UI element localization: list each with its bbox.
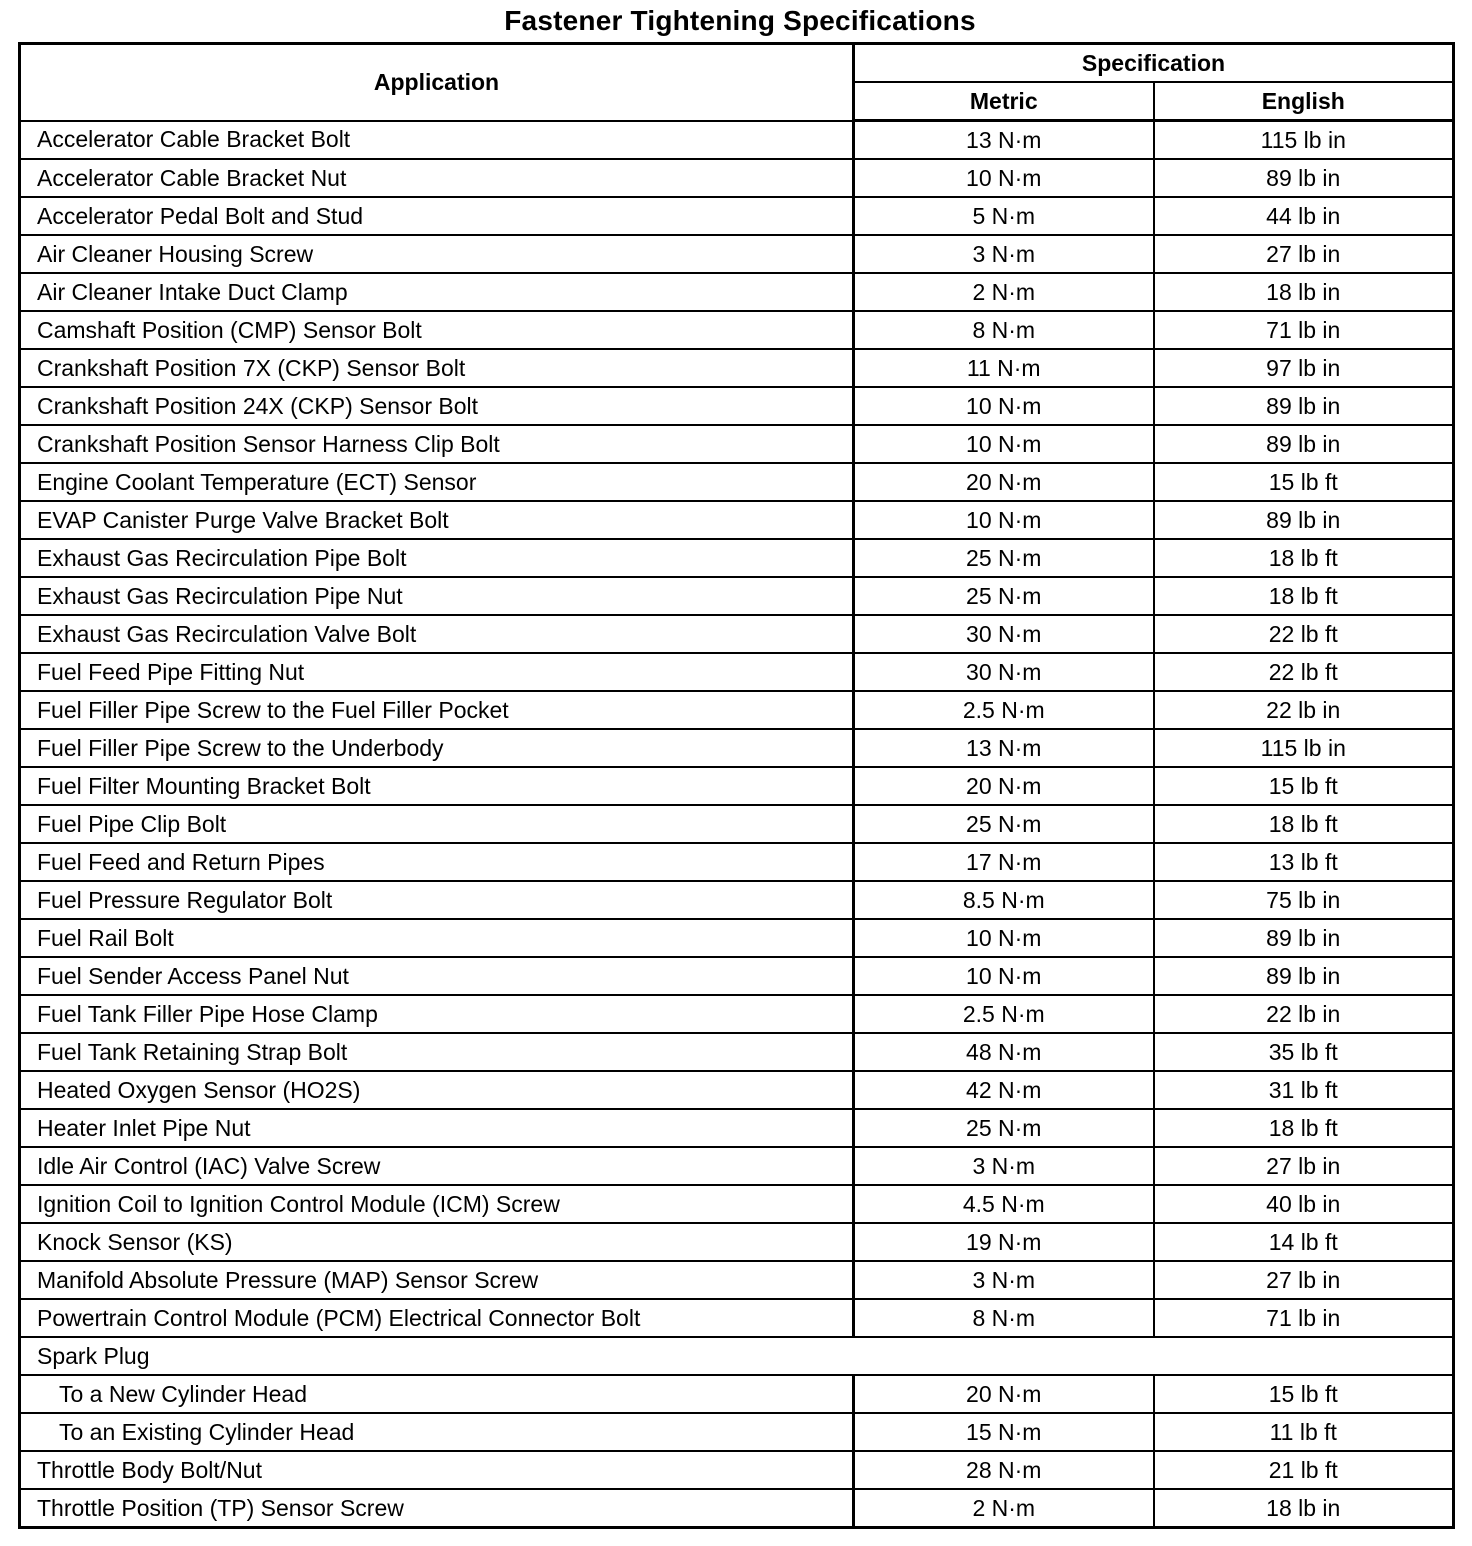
english-cell: 71 lb in: [1154, 311, 1454, 349]
application-cell: Fuel Filler Pipe Screw to the Fuel Filler Pocket: [20, 691, 854, 729]
application-cell: Manifold Absolute Pressure (MAP) Sensor Screw: [20, 1261, 854, 1299]
table-row: [20, 539, 1454, 577]
metric-cell: 10 N·m: [854, 159, 1154, 197]
metric-cell: 17 N·m: [854, 843, 1154, 881]
table-row: [20, 615, 1454, 653]
metric-cell: 20 N·m: [854, 1375, 1154, 1413]
metric-cell: 2 N·m: [854, 273, 1154, 311]
application-cell: To an Existing Cylinder Head: [20, 1413, 854, 1451]
metric-cell: 10 N·m: [854, 919, 1154, 957]
table-row: [20, 1261, 1454, 1299]
metric-cell: 10 N·m: [854, 387, 1154, 425]
metric-cell: 5 N·m: [854, 197, 1154, 235]
table-row: [20, 1147, 1454, 1185]
metric-cell: 13 N·m: [854, 121, 1154, 160]
english-cell: 15 lb ft: [1154, 463, 1454, 501]
english-cell: 27 lb in: [1154, 1147, 1454, 1185]
column-header-application: Application: [20, 44, 854, 121]
english-cell: 89 lb in: [1154, 501, 1454, 539]
table-group-row: [20, 1337, 1454, 1375]
application-cell: Fuel Pressure Regulator Bolt: [20, 881, 854, 919]
table-row: [20, 349, 1454, 387]
table-row: [20, 1489, 1454, 1528]
table-row: [20, 1109, 1454, 1147]
table-row: [20, 1223, 1454, 1261]
table-row: [20, 767, 1454, 805]
table-row: [20, 805, 1454, 843]
application-cell: Fuel Rail Bolt: [20, 919, 854, 957]
metric-cell: 10 N·m: [854, 425, 1154, 463]
column-header-specification: Specification: [854, 44, 1454, 83]
table-row: [20, 159, 1454, 197]
english-cell: 18 lb ft: [1154, 539, 1454, 577]
application-cell: Exhaust Gas Recirculation Pipe Bolt: [20, 539, 854, 577]
english-cell: 27 lb in: [1154, 235, 1454, 273]
table-row: [20, 501, 1454, 539]
table-row: [20, 387, 1454, 425]
english-cell: 89 lb in: [1154, 425, 1454, 463]
application-cell: Heater Inlet Pipe Nut: [20, 1109, 854, 1147]
metric-cell: 2.5 N·m: [854, 691, 1154, 729]
metric-cell: 30 N·m: [854, 615, 1154, 653]
english-cell: 89 lb in: [1154, 387, 1454, 425]
english-cell: 115 lb in: [1154, 729, 1454, 767]
application-cell: Accelerator Cable Bracket Bolt: [20, 121, 854, 160]
english-cell: 40 lb in: [1154, 1185, 1454, 1223]
metric-cell: 20 N·m: [854, 767, 1154, 805]
metric-cell: 8 N·m: [854, 311, 1154, 349]
application-cell: Fuel Tank Retaining Strap Bolt: [20, 1033, 854, 1071]
metric-cell: 8 N·m: [854, 1299, 1154, 1337]
metric-cell: 3 N·m: [854, 1261, 1154, 1299]
application-cell: Air Cleaner Intake Duct Clamp: [20, 273, 854, 311]
table-row: [20, 881, 1454, 919]
english-cell: 18 lb ft: [1154, 577, 1454, 615]
table-row: [20, 1299, 1454, 1337]
table-row: [20, 957, 1454, 995]
english-cell: 13 lb ft: [1154, 843, 1454, 881]
metric-cell: 19 N·m: [854, 1223, 1154, 1261]
application-cell: Exhaust Gas Recirculation Valve Bolt: [20, 615, 854, 653]
english-cell: 15 lb ft: [1154, 767, 1454, 805]
application-cell: Fuel Sender Access Panel Nut: [20, 957, 854, 995]
english-cell: 97 lb in: [1154, 349, 1454, 387]
table-row: [20, 197, 1454, 235]
table-row: [20, 1375, 1454, 1413]
application-cell: Throttle Body Bolt/Nut: [20, 1451, 854, 1489]
english-cell: 21 lb ft: [1154, 1451, 1454, 1489]
document-title: Fastener Tightening Specifications: [504, 5, 976, 36]
table-row: [20, 1185, 1454, 1223]
english-cell: 22 lb ft: [1154, 615, 1454, 653]
application-cell: Fuel Filter Mounting Bracket Bolt: [20, 767, 854, 805]
application-cell: Accelerator Cable Bracket Nut: [20, 159, 854, 197]
application-cell: Fuel Filler Pipe Screw to the Underbody: [20, 729, 854, 767]
header-row-top: [20, 44, 1454, 83]
english-cell: 18 lb in: [1154, 1489, 1454, 1528]
english-cell: 18 lb ft: [1154, 805, 1454, 843]
table-row: [20, 843, 1454, 881]
english-cell: 75 lb in: [1154, 881, 1454, 919]
metric-cell: 25 N·m: [854, 805, 1154, 843]
table-row: [20, 1071, 1454, 1109]
group-label: Spark Plug: [20, 1337, 1454, 1375]
table-row: [20, 425, 1454, 463]
metric-cell: 25 N·m: [854, 577, 1154, 615]
application-cell: Accelerator Pedal Bolt and Stud: [20, 197, 854, 235]
table-row: [20, 235, 1454, 273]
metric-cell: 10 N·m: [854, 501, 1154, 539]
table-row: [20, 1451, 1454, 1489]
english-cell: 11 lb ft: [1154, 1413, 1454, 1451]
application-cell: EVAP Canister Purge Valve Bracket Bolt: [20, 501, 854, 539]
table-row: [20, 577, 1454, 615]
table-row: [20, 691, 1454, 729]
english-cell: 27 lb in: [1154, 1261, 1454, 1299]
metric-cell: 3 N·m: [854, 1147, 1154, 1185]
english-cell: 31 lb ft: [1154, 1071, 1454, 1109]
table-row: [20, 273, 1454, 311]
english-cell: 22 lb in: [1154, 691, 1454, 729]
metric-cell: 4.5 N·m: [854, 1185, 1154, 1223]
metric-cell: 2 N·m: [854, 1489, 1154, 1528]
english-cell: 15 lb ft: [1154, 1375, 1454, 1413]
table-row: [20, 995, 1454, 1033]
application-cell: Engine Coolant Temperature (ECT) Sensor: [20, 463, 854, 501]
metric-cell: 13 N·m: [854, 729, 1154, 767]
application-cell: Knock Sensor (KS): [20, 1223, 854, 1261]
english-cell: 22 lb in: [1154, 995, 1454, 1033]
application-cell: Camshaft Position (CMP) Sensor Bolt: [20, 311, 854, 349]
fastener-spec-table: [18, 42, 1455, 1529]
english-cell: 115 lb in: [1154, 121, 1454, 160]
application-cell: Air Cleaner Housing Screw: [20, 235, 854, 273]
metric-cell: 20 N·m: [854, 463, 1154, 501]
metric-cell: 42 N·m: [854, 1071, 1154, 1109]
english-cell: 44 lb in: [1154, 197, 1454, 235]
metric-cell: 28 N·m: [854, 1451, 1154, 1489]
metric-cell: 11 N·m: [854, 349, 1154, 387]
metric-cell: 3 N·m: [854, 235, 1154, 273]
english-cell: 22 lb ft: [1154, 653, 1454, 691]
application-cell: Fuel Feed and Return Pipes: [20, 843, 854, 881]
metric-cell: 10 N·m: [854, 957, 1154, 995]
application-cell: Throttle Position (TP) Sensor Screw: [20, 1489, 854, 1528]
application-cell: To a New Cylinder Head: [20, 1375, 854, 1413]
metric-cell: 25 N·m: [854, 539, 1154, 577]
english-cell: 18 lb ft: [1154, 1109, 1454, 1147]
application-cell: Ignition Coil to Ignition Control Module (ICM) Screw: [20, 1185, 854, 1223]
application-cell: Crankshaft Position 24X (CKP) Sensor Bolt: [20, 387, 854, 425]
metric-cell: 48 N·m: [854, 1033, 1154, 1071]
application-cell: Crankshaft Position 7X (CKP) Sensor Bolt: [20, 349, 854, 387]
english-cell: 89 lb in: [1154, 957, 1454, 995]
table-row: [20, 311, 1454, 349]
application-cell: Fuel Feed Pipe Fitting Nut: [20, 653, 854, 691]
table-row: [20, 919, 1454, 957]
table-row: [20, 121, 1454, 160]
application-cell: Idle Air Control (IAC) Valve Screw: [20, 1147, 854, 1185]
table-row: [20, 1413, 1454, 1451]
english-cell: 89 lb in: [1154, 159, 1454, 197]
table-row: [20, 653, 1454, 691]
application-cell: Crankshaft Position Sensor Harness Clip Bolt: [20, 425, 854, 463]
column-header-metric: Metric: [854, 82, 1154, 121]
application-cell: Powertrain Control Module (PCM) Electrical Connector Bolt: [20, 1299, 854, 1337]
table-header: [20, 44, 1454, 121]
table-row: [20, 1033, 1454, 1071]
english-cell: 35 lb ft: [1154, 1033, 1454, 1071]
metric-cell: 30 N·m: [854, 653, 1154, 691]
table-row: [20, 463, 1454, 501]
table-body: [20, 121, 1454, 1528]
metric-cell: 15 N·m: [854, 1413, 1154, 1451]
metric-cell: 2.5 N·m: [854, 995, 1154, 1033]
english-cell: 18 lb in: [1154, 273, 1454, 311]
application-cell: Exhaust Gas Recirculation Pipe Nut: [20, 577, 854, 615]
english-cell: 14 lb ft: [1154, 1223, 1454, 1261]
metric-cell: 8.5 N·m: [854, 881, 1154, 919]
metric-cell: 25 N·m: [854, 1109, 1154, 1147]
application-cell: Fuel Pipe Clip Bolt: [20, 805, 854, 843]
application-cell: Heated Oxygen Sensor (HO2S): [20, 1071, 854, 1109]
english-cell: 89 lb in: [1154, 919, 1454, 957]
application-cell: Fuel Tank Filler Pipe Hose Clamp: [20, 995, 854, 1033]
english-cell: 71 lb in: [1154, 1299, 1454, 1337]
table-row: [20, 729, 1454, 767]
column-header-english: English: [1154, 82, 1454, 121]
